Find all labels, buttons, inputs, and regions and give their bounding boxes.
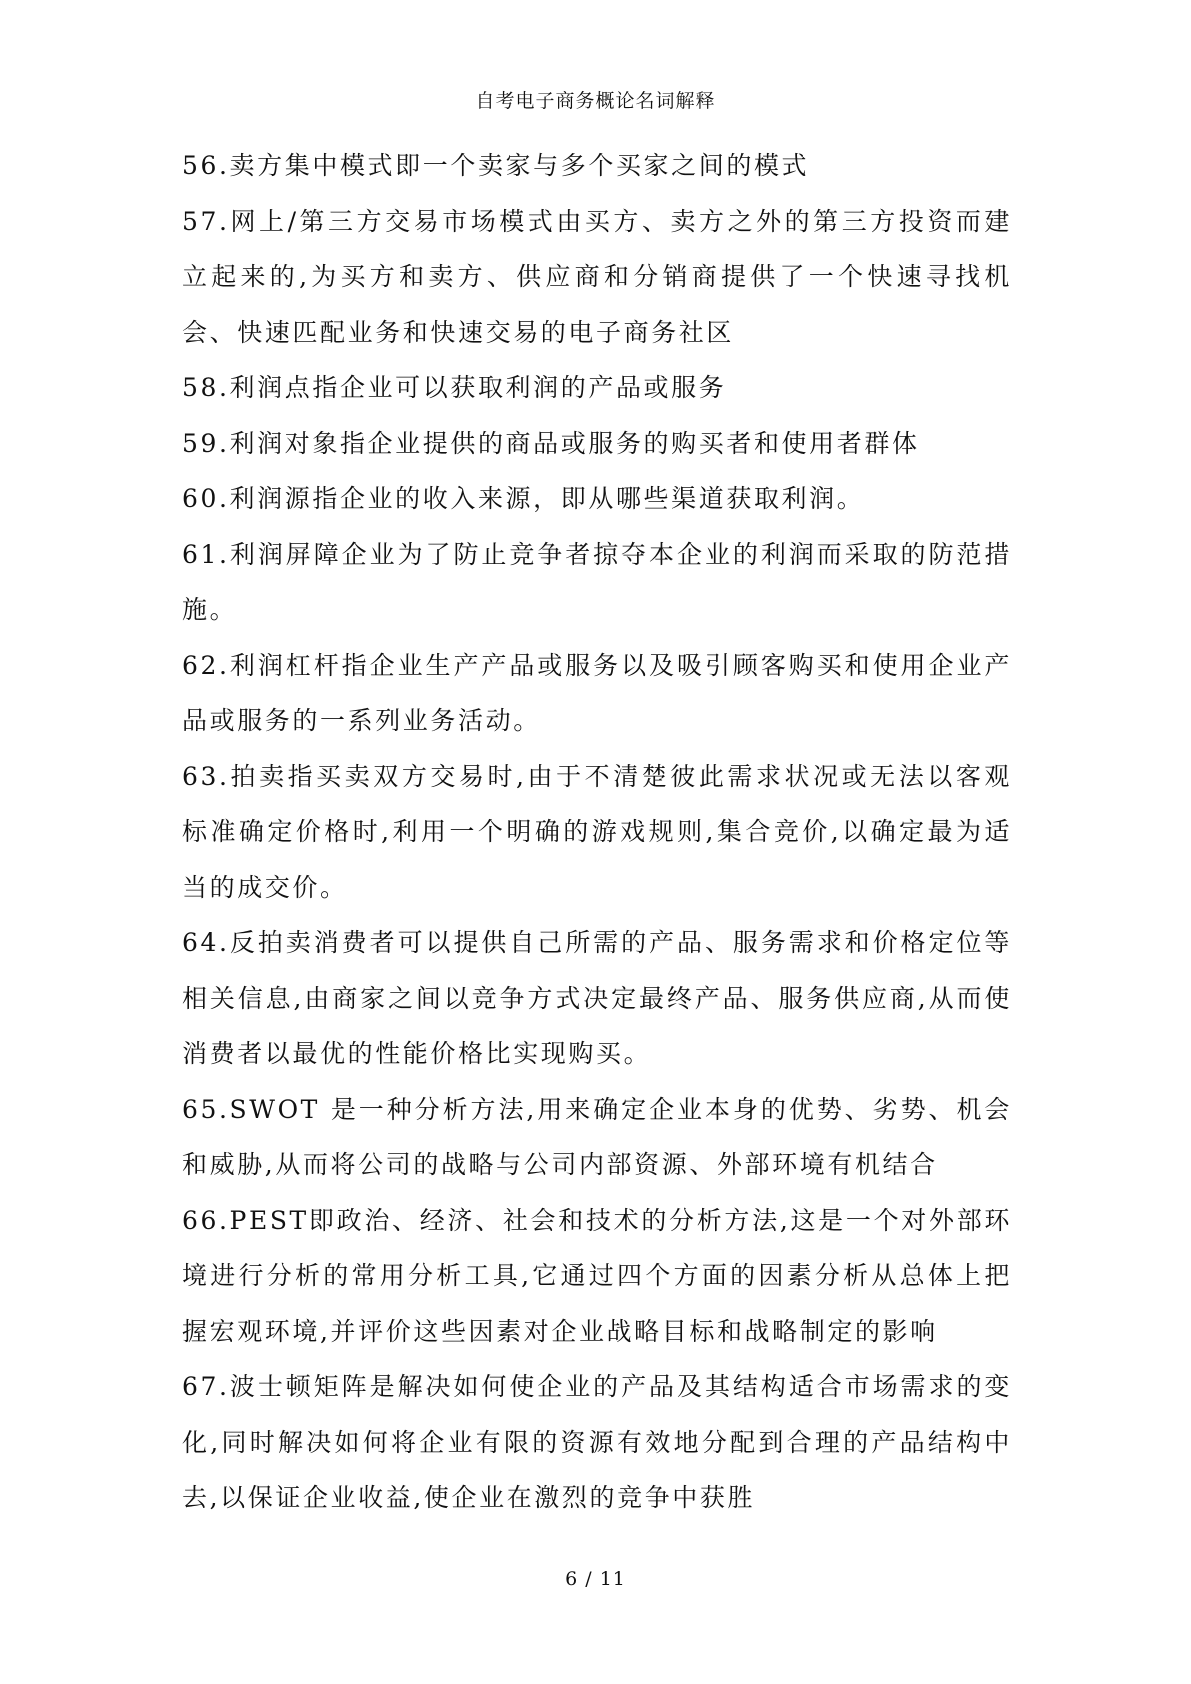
term-entry-63: 63.拍卖指买卖双方交易时,由于不清楚彼此需求状况或无法以客观标准确定价格时,利用一个明确的游戏规则,集合竞价,以确定最为适当的成交价。 [182,761,1012,902]
term-entry-59: 59.利润对象指企业提供的商品或服务的购买者和使用者群体 [182,428,920,458]
page-number: 6 / 11 [565,1568,626,1590]
document-body [182,138,1012,1526]
term-entry-58: 58.利润点指企业可以获取利润的产品或服务 [182,373,727,402]
term-entry-57: 57.网上/第三方交易市场模式由买方、卖方之外的第三方投资而建立起来的,为买方和卖方、供应商和分销商提供了一个快速寻找机会、快速匹配业务和快速交易的电子商务社区 [182,206,1012,347]
term-entry-56: 56.卖方集中模式即一个卖家与多个买家之间的模式 [182,151,810,180]
page-header-title: 自考电子商务概论名词解释 [475,90,716,112]
term-entry-65: 65.SWOT 是一种分析方法,用来确定企业本身的优势、劣势、机会和威胁,从而将公司的战略与公司内部资源、外部环境有机结合 [182,1094,1012,1179]
term-entry-61: 61.利润屏障企业为了防止竞争者掠夺本企业的利润而采取的防范措施。 [182,539,1012,624]
term-entry-67: 67.波士顿矩阵是解决如何使企业的产品及其结构适合市场需求的变化,同时解决如何将企业有限的资源有效地分配到合理的产品结构中去,以保证企业收益,使企业在激烈的竞争中获胜 [182,1372,1012,1512]
term-entry-66: 66.PEST即政治、经济、社会和技术的分析方法,这是一个对外部环境进行分析的常用分析工具,它通过四个方面的因素分析从总体上把握宏观环境,并评价这些因素对企业战略目标和战略制定的影响 [182,1205,1012,1346]
term-entry-60: 60.利润源指企业的收入来源，即从哪些渠道获取利润。 [182,484,865,513]
term-entry-64: 64.反拍卖消费者可以提供自己所需的产品、服务需求和价格定位等相关信息,由商家之间以竞争方式决定最终产品、服务供应商,从而使消费者以最优的性能价格比实现购买。 [182,928,1012,1068]
term-entry-62: 62.利润杠杆指企业生产产品或服务以及吸引顾客购买和使用企业产品或服务的一系列业务活动。 [182,650,1012,735]
